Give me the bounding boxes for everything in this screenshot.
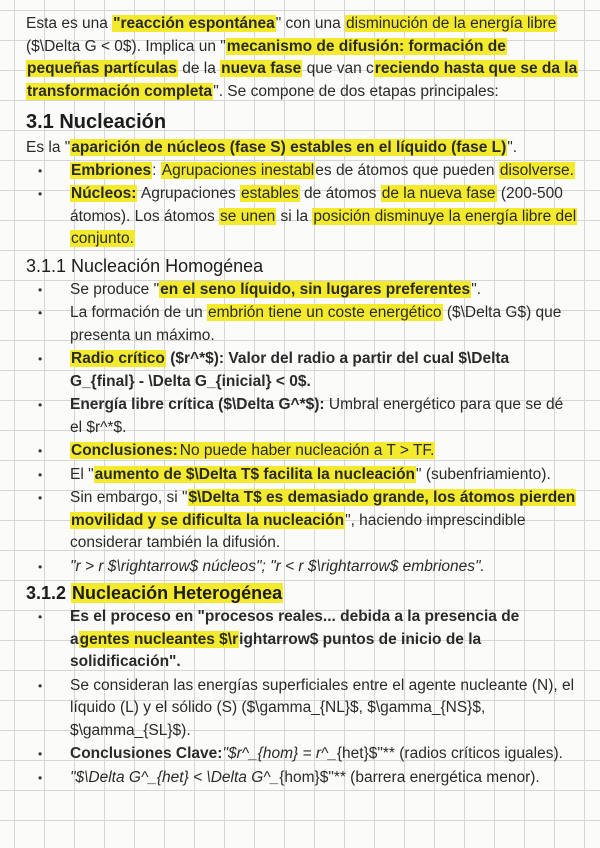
- list-item-nucleos: [26, 183, 578, 251]
- definition-text-2: ".: [507, 139, 518, 156]
- item-lead: Conclusiones:: [71, 442, 178, 459]
- heterogenea-list: [26, 606, 578, 789]
- intro-text-5: que van c: [302, 60, 374, 77]
- item-text: Umbral energético para que se dé el $r^*$.: [70, 396, 564, 436]
- list-item: [26, 767, 578, 790]
- item-text: (200-500 átomos). Los átomos: [70, 185, 563, 225]
- item-highlight: en el seno líquido, sin lugares preferentes: [160, 280, 471, 298]
- list-item-radio-critico: [26, 348, 578, 393]
- item-text: "$r^_{hom} = r^_: [222, 745, 337, 762]
- item-highlight: gentes nucleantes $\r: [79, 630, 239, 648]
- item-text: Sin embargo, si ": [70, 489, 188, 506]
- item-text: Agrupaciones: [137, 185, 241, 202]
- item-highlight: posición disminuye la energía libre del conjunto.: [71, 207, 577, 247]
- item-lead: Conclusiones Clave:: [70, 745, 223, 762]
- item-text: El ": [70, 465, 94, 483]
- list-item: [26, 487, 578, 555]
- section-title-heterogenea: [26, 581, 578, 605]
- intro-text-4: de la: [177, 60, 221, 77]
- intro-text-2: " con una: [275, 15, 345, 32]
- list-item: [26, 279, 578, 302]
- section-title-homogenea: 3.1.1 Nucleación Homogénea: [26, 255, 264, 276]
- list-item-conclusiones-clave: [26, 743, 578, 766]
- item-text: ".: [471, 280, 481, 298]
- item-highlight: aumento de $\Delta T$ facilita la nucleación: [94, 465, 416, 483]
- intro-highlight-5: reciendo hasta que se da la transformación completa: [27, 60, 578, 100]
- list-item: [26, 464, 578, 487]
- item-highlight: estables: [241, 185, 299, 202]
- item-text: "$\Delta G^_{het} < \Delta G^_: [70, 768, 280, 786]
- intro-highlight-4: nueva fase: [221, 60, 302, 77]
- item-highlight: embrión tiene un coste energético: [208, 304, 442, 321]
- definition-text-1: Es la ": [26, 139, 71, 156]
- item-lead: Embriones: [71, 161, 152, 179]
- item-text: {hom}$"** (barrera energética menor).: [279, 768, 540, 786]
- homogenea-list: [26, 279, 578, 579]
- intro-highlight-3: mecanismo de difusión: formación de pequeñas partículas: [27, 37, 506, 77]
- item-text: de átomos: [299, 185, 381, 202]
- item-lead: Radio crítico: [71, 350, 165, 367]
- item-text: " (subenfriamiento).: [416, 465, 551, 483]
- nucleacion-list: [26, 160, 578, 251]
- item-text: ightarrow$ puntos de inicio de la solidificación".: [70, 630, 482, 670]
- item-text: Es el proceso en "procesos reales... debida a la presencia de a: [70, 608, 520, 648]
- item-highlight: No puede haber nucleación a T > TF.: [179, 442, 435, 459]
- title-number: 3.1.2: [26, 583, 72, 603]
- item-text: {het}$"** (radios críticos iguales).: [336, 745, 563, 762]
- item-text: La formación de un: [70, 304, 208, 321]
- intro-highlight-1: "reacción espontánea: [113, 15, 275, 32]
- list-item-embriones: [26, 160, 578, 183]
- item-highlight: de la nueva fase: [381, 185, 496, 202]
- item-highlight: $\Delta T$ es demasiado grande, los átomos pierden movilidad y se dificulta la nucleación: [71, 489, 576, 529]
- list-item: [26, 556, 578, 579]
- item-lead: Núcleos:: [71, 185, 137, 202]
- item-text: Se produce ": [70, 280, 160, 298]
- nucleacion-definition: [26, 137, 578, 160]
- item-text: ", haciendo imprescindible considerar también la difusión.: [70, 511, 526, 551]
- item-text: :: [152, 161, 161, 179]
- list-item: [26, 675, 578, 743]
- intro-highlight-2: disminución de la energía libre: [346, 15, 557, 32]
- item-lead: Energía libre crítica ($\Delta G^*$):: [70, 396, 325, 413]
- list-item: [26, 302, 578, 347]
- section-title-nucleacion: 3.1 Nucleación: [26, 111, 167, 133]
- definition-highlight: aparición de núcleos (fase S) estables en el líquido (fase L): [71, 139, 507, 156]
- intro-text-6: ". Se compone de dos etapas principales:: [213, 82, 499, 100]
- item-text: si la: [276, 207, 313, 225]
- list-item-energia-critica: [26, 394, 578, 439]
- item-highlight: se unen: [220, 207, 276, 225]
- item-text: ($\Delta G$) que presenta un máximo.: [70, 304, 562, 344]
- item-highlight: disolverse.: [499, 161, 574, 179]
- list-item-conclusiones: [26, 440, 578, 463]
- list-item: [26, 606, 578, 674]
- intro-paragraph: [26, 13, 578, 103]
- intro-text-3: ($\Delta G < 0$). Implica un ": [26, 37, 226, 55]
- item-text: es de átomos que pueden: [315, 161, 499, 179]
- item-text: "r > r $\rightarrow$ núcleos"; "r < r $\rightarrow$ embriones".: [70, 557, 485, 575]
- intro-text-1: Esta es una: [26, 15, 113, 32]
- item-highlight: Agrupaciones inestabl: [161, 161, 315, 179]
- title-highlight: Nucleación Heterogénea: [72, 583, 283, 603]
- item-text: Se consideran las energías superficiales entre el agente nucleante (N), el líquido (L) y el sólido (S) ($\gamma_{NL}$, $\gamma_{NS}$, $\gamma_{SL}$).: [70, 676, 575, 739]
- item-text: ($r^*$): Valor del radio a partir del cual $\Delta G_{final} - \Delta G_{inicial} < 0$.: [70, 350, 510, 390]
